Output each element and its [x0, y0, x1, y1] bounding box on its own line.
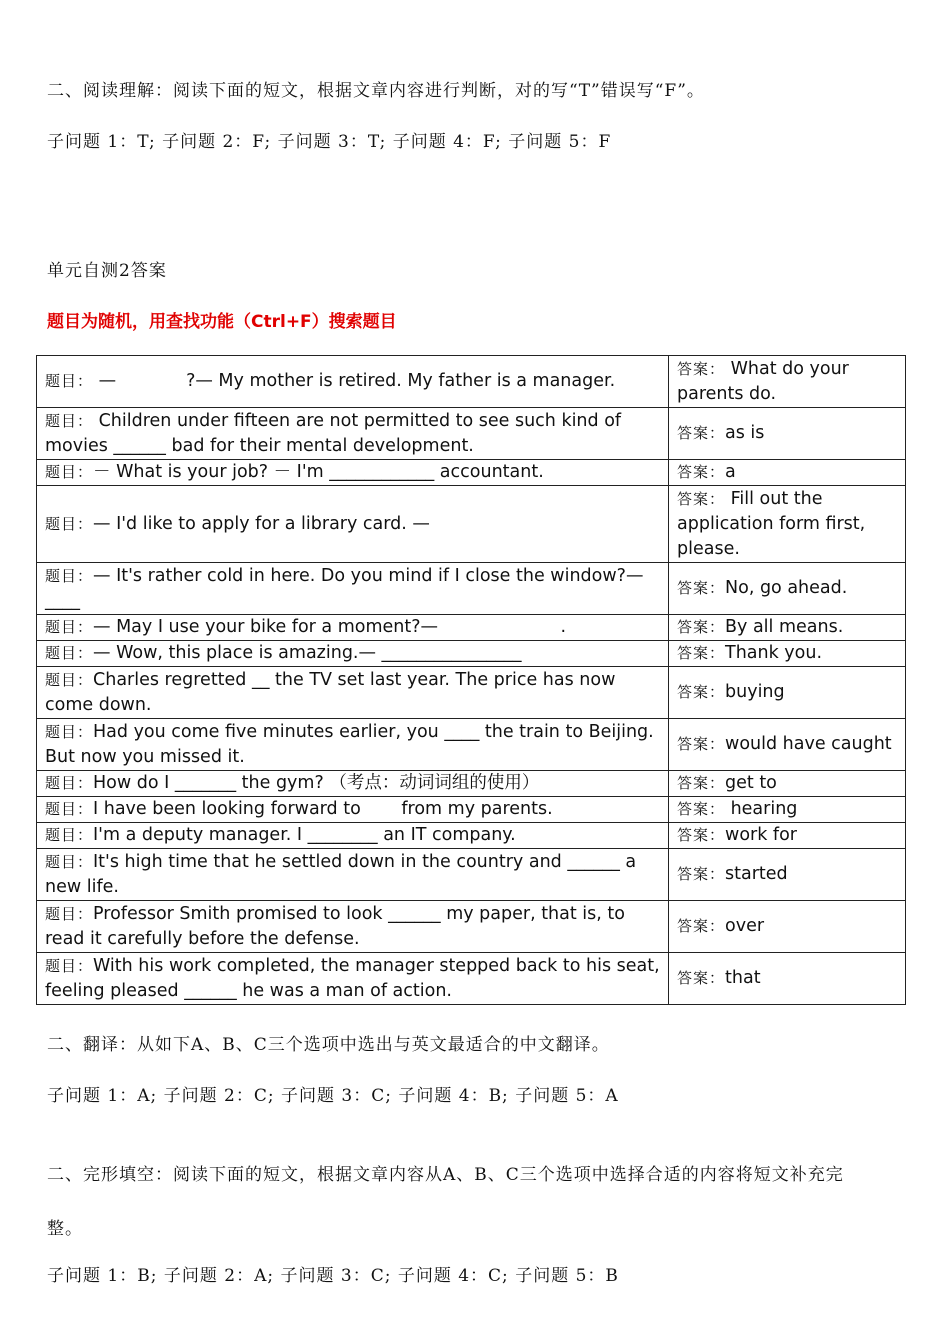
question-label: 题目：: [45, 618, 94, 636]
question-label: 题目：: [45, 514, 94, 533]
table-row: [37, 771, 906, 797]
question-label: 题目：: [45, 372, 94, 390]
question-cell: [37, 641, 669, 667]
translation-heading: 二、翻译：从如下A、B、C三个选项中选出与英文最适合的中文翻译。: [47, 1035, 610, 1055]
answer-label: 答案：: [677, 359, 726, 378]
answer-cell: [669, 460, 906, 486]
table-row: [37, 953, 906, 1005]
question-cell: [37, 953, 669, 1005]
answer-label: 答案：: [677, 917, 726, 935]
question-text: Professor Smith promised to look ______ my paper, that is, to read it carefully before the defense.: [45, 903, 625, 949]
unit-title: 单元自测2答案: [47, 261, 167, 281]
question-text: － What is your job? － I'm ____________ accountant.: [93, 462, 544, 482]
answer-label: 答案：: [677, 800, 726, 818]
answer-label: 答案：: [677, 969, 726, 987]
answer-label: 答案：: [677, 489, 726, 508]
question-text: — Wow, this place is amazing.— ________________: [93, 643, 522, 663]
question-text: — I'd like to apply for a library card. —: [93, 513, 430, 534]
answer-cell: [669, 953, 906, 1005]
search-notice: 题目为随机，用查找功能（Ctrl+F）搜索题目: [47, 312, 397, 332]
answer-label: 答案：: [677, 618, 726, 636]
answer-label: 答案：: [677, 644, 726, 662]
question-text: How do I _______ the gym? （考点：动词词组的使用）: [93, 773, 540, 793]
answer-cell: [669, 771, 906, 797]
question-text: With his work completed, the manager stepped back to his seat, feeling pleased ______ he was a man of action.: [45, 955, 660, 1001]
answer-cell: [669, 797, 906, 823]
question-cell: [37, 563, 669, 615]
answer-cell: [669, 719, 906, 771]
question-text: I'm a deputy manager. I ________ an IT company.: [93, 825, 516, 845]
question-label: 题目：: [45, 722, 94, 741]
answer-text: would have caught: [725, 734, 892, 754]
question-text: — ?— My mother is retired. My father is a manager.: [93, 371, 616, 391]
question-label: 题目：: [45, 852, 94, 871]
answer-label: 答案：: [677, 579, 726, 597]
answer-label: 答案：: [677, 463, 726, 481]
answer-label: 答案：: [677, 774, 726, 792]
answer-cell: [669, 563, 906, 615]
translation-answers: 子问题 1：A; 子问题 2：C; 子问题 3：C; 子问题 4：B; 子问题 5：A: [47, 1086, 619, 1106]
answer-cell: [669, 823, 906, 849]
question-label: 题目：: [45, 566, 94, 585]
reading-heading: 二、阅读理解：阅读下面的短文，根据文章内容进行判断，对的写“T”错误写“F”。: [47, 81, 705, 101]
question-cell: [37, 356, 669, 408]
question-text: Children under fifteen are not permitted to see such kind of movies ______ bad for their mental development.: [45, 410, 622, 456]
cloze-heading-continued: 整。: [47, 1219, 83, 1239]
question-text: I have been looking forward to from my parents.: [93, 799, 553, 819]
answer-text: as is: [725, 423, 765, 443]
answer-label: 答案：: [677, 735, 726, 753]
answer-cell: [669, 356, 906, 408]
answer-text: Fill out the application form first, please.: [677, 488, 866, 559]
question-cell: [37, 615, 669, 641]
answer-cell: [669, 849, 906, 901]
answer-text: over: [725, 916, 765, 936]
table-row: [37, 460, 906, 486]
answer-cell: [669, 486, 906, 563]
answer-label: 答案：: [677, 826, 726, 844]
answer-text: get to: [725, 773, 777, 793]
answer-cell: [669, 408, 906, 460]
table-row: [37, 615, 906, 641]
question-label: 题目：: [45, 670, 94, 689]
answer-label: 答案：: [677, 683, 726, 701]
question-label: 题目：: [45, 411, 94, 430]
question-text: Had you come five minutes earlier, you ____ the train to Beijing. But now you missed it.: [45, 721, 654, 767]
question-label: 题目：: [45, 904, 94, 923]
question-label: 题目：: [45, 956, 94, 975]
table-row: [37, 719, 906, 771]
question-cell: [37, 460, 669, 486]
answer-text: hearing: [725, 799, 798, 819]
table-row: [37, 849, 906, 901]
question-text: It's high time that he settled down in the country and ______ a new life.: [45, 851, 637, 897]
answer-text: a: [725, 462, 736, 482]
answer-text: Thank you.: [725, 643, 823, 663]
cloze-heading: 二、完形填空：阅读下面的短文，根据文章内容从A、B、C三个选项中选择合适的内容将短文补充完: [47, 1165, 844, 1185]
answer-text: By all means.: [725, 617, 844, 637]
question-cell: [37, 408, 669, 460]
table-row: [37, 408, 906, 460]
question-cell: [37, 849, 669, 901]
table-row: [37, 901, 906, 953]
question-cell: [37, 486, 669, 563]
question-text: — It's rather cold in here. Do you mind if I close the window?— ____: [45, 565, 644, 611]
answer-cell: [669, 667, 906, 719]
answer-label: 答案：: [677, 865, 726, 883]
question-label: 题目：: [45, 463, 94, 481]
question-label: 题目：: [45, 826, 94, 844]
question-label: 题目：: [45, 644, 94, 662]
table-row: [37, 823, 906, 849]
qa-table: [36, 355, 906, 1005]
answer-text: that: [725, 968, 761, 988]
question-label: 题目：: [45, 800, 94, 818]
question-cell: [37, 719, 669, 771]
answer-cell: [669, 641, 906, 667]
answer-text: started: [725, 864, 788, 884]
question-cell: [37, 797, 669, 823]
question-cell: [37, 823, 669, 849]
answer-text: work for: [725, 825, 797, 845]
answer-cell: [669, 901, 906, 953]
table-row: [37, 797, 906, 823]
reading-answers: 子问题 1：T; 子问题 2：F; 子问题 3：T; 子问题 4：F; 子问题 5：F: [47, 132, 612, 152]
question-text: Charles regretted __ the TV set last year. The price has now come down.: [45, 669, 616, 715]
cloze-answers: 子问题 1：B; 子问题 2：A; 子问题 3：C; 子问题 4：C; 子问题 5：B: [47, 1266, 619, 1286]
question-cell: [37, 667, 669, 719]
answer-cell: [669, 615, 906, 641]
table-row: [37, 563, 906, 615]
answer-text: What do your parents do.: [677, 358, 849, 404]
table-row: [37, 641, 906, 667]
table-row: [37, 356, 906, 408]
answer-text: buying: [725, 682, 785, 702]
question-cell: [37, 771, 669, 797]
question-text: — May I use your bike for a moment?— .: [93, 617, 567, 637]
answer-label: 答案：: [677, 424, 726, 442]
table-row: [37, 486, 906, 563]
question-label: 题目：: [45, 774, 94, 792]
question-cell: [37, 901, 669, 953]
table-row: [37, 667, 906, 719]
answer-text: No, go ahead.: [725, 578, 848, 598]
